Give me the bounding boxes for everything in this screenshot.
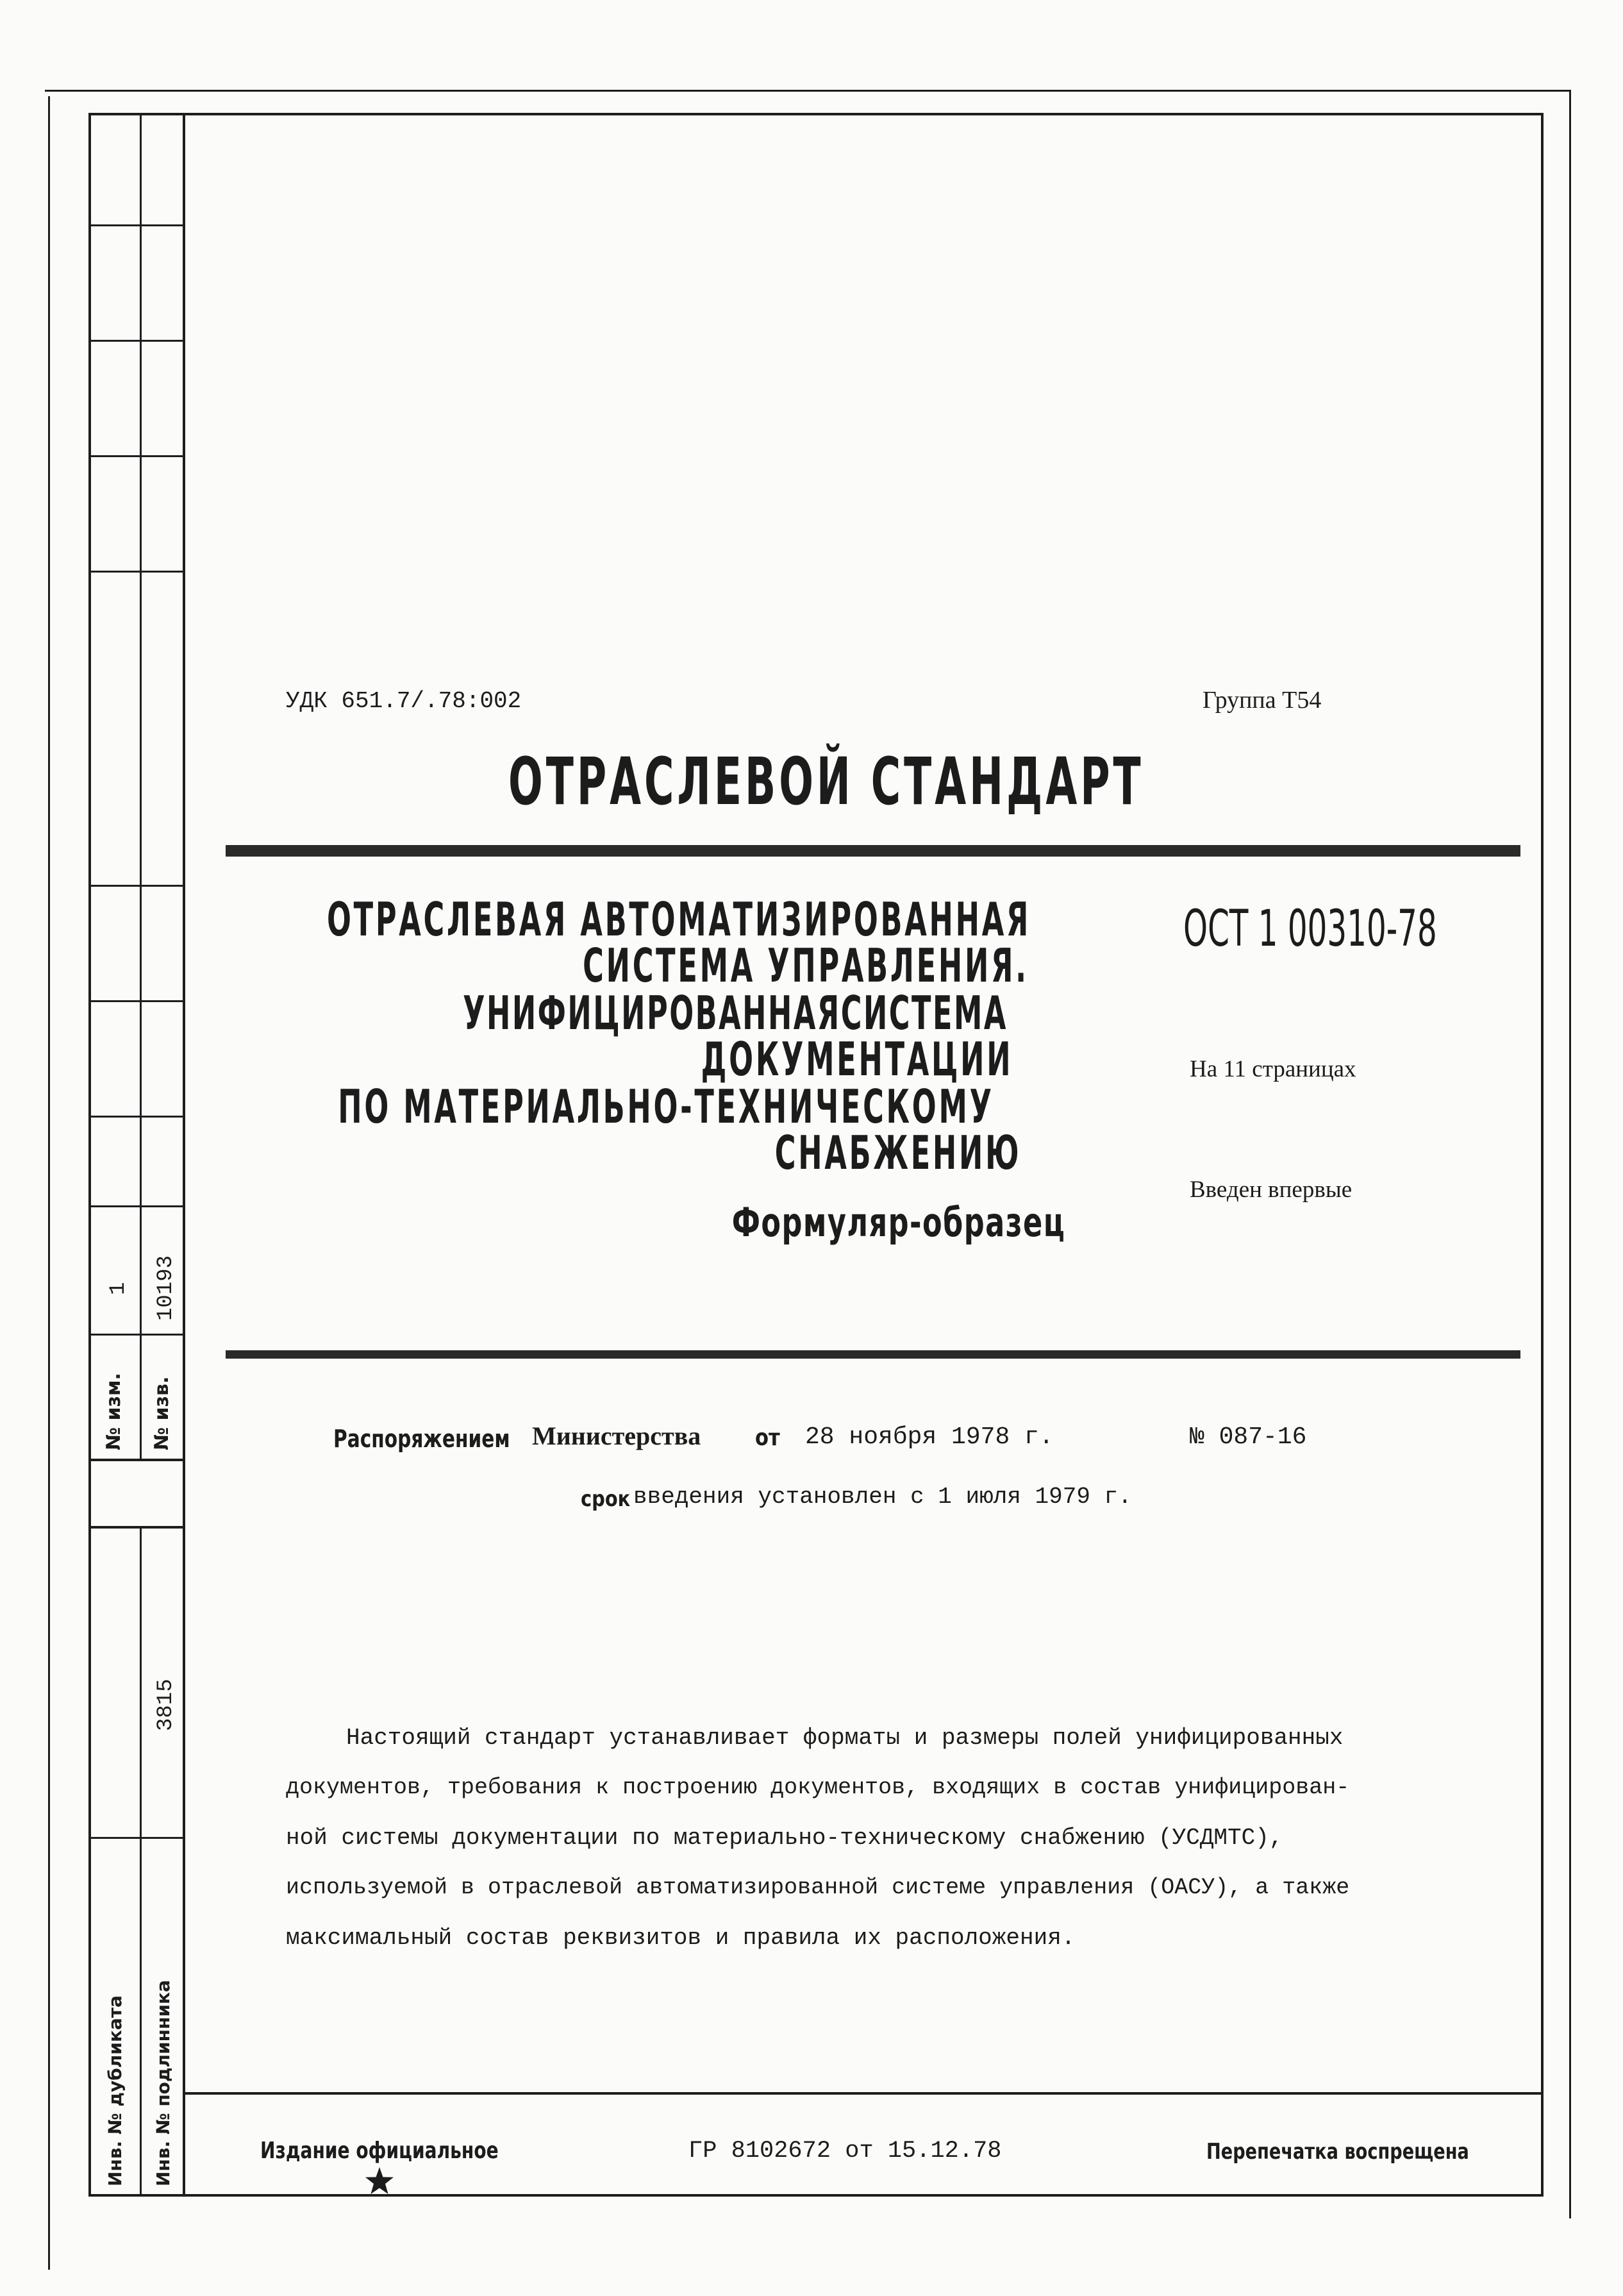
margin-row-line: [88, 571, 185, 573]
standard-title-line-2: СИСТЕМА УПРАВЛЕНИЯ.: [583, 939, 1029, 993]
standard-title-line-6: СНАБЖЕНИЮ: [774, 1126, 1022, 1180]
body-line-3: ной системы документации по материально-техническому снабжению (УСДМТС),: [286, 1825, 1283, 1851]
margin-row-line: [88, 1205, 185, 1207]
title-rule-bottom: [226, 1350, 1520, 1359]
body-line-5: максимальный состав реквизитов и правила их расположения.: [286, 1925, 1076, 1951]
decree-number: № 087-16: [1190, 1423, 1307, 1451]
margin-inv-podl-value: 3815: [154, 1679, 178, 1731]
standard-title-line-3: УНИФИЦИРОВАННАЯСИСТЕМА: [463, 986, 1008, 1040]
decree-from: от: [755, 1425, 780, 1451]
footer-reprint: Перепечатка воспрещена: [1206, 2139, 1469, 2165]
standard-number: ОСТ 1 00310-78: [1183, 900, 1437, 958]
star-icon: [364, 2166, 395, 2197]
body-line-4: используемой в отраслевой автоматизированной системе управления (ОАСУ), а также: [286, 1875, 1350, 1900]
margin-row-line: [88, 885, 185, 887]
footer-registration: ГР 8102672 от 15.12.78: [688, 2138, 1002, 2165]
margin-izm-label: № изм.: [103, 1373, 125, 1450]
standard-title-line-1: ОТРАСЛЕВАЯ АВТОМАТИЗИРОВАННАЯ: [327, 892, 1031, 946]
group-code: Группа Т54: [1203, 687, 1322, 714]
left-edge-line: [48, 96, 50, 2270]
margin-row-line: [88, 224, 185, 226]
footer-edition: Издание официальное: [260, 2138, 499, 2164]
margin-row-line: [88, 1116, 185, 1118]
standard-title-line-4: ДОКУМЕНТАЦИИ: [701, 1032, 1013, 1086]
right-edge-line: [1569, 90, 1571, 2218]
standard-pages: На 11 страницах: [1190, 1056, 1356, 1082]
margin-row-line: [88, 1000, 185, 1002]
margin-izv-value: 10193: [154, 1255, 178, 1321]
margin-row-line: [88, 1837, 185, 1839]
main-title: ОТРАСЛЕВОЙ СТАНДАРТ: [508, 744, 1144, 820]
effective-prefix: срок: [581, 1486, 631, 1512]
udk-code: УДК 651.7/.78:002: [286, 688, 522, 714]
margin-row-line: [88, 1334, 185, 1336]
margin-inv-podl-label: Инв. № подлинника: [153, 1980, 174, 2186]
standard-introduced: Введен впервые: [1190, 1177, 1352, 1203]
decree-label: Распоряжением: [333, 1425, 510, 1453]
margin-row-line: [88, 455, 185, 457]
margin-column-divider-2: [183, 113, 185, 2197]
decree-ministry: Министерства: [532, 1421, 701, 1450]
standard-subtitle: Формуляр-образец: [731, 1199, 1066, 1246]
effective-date: введения установлен с 1 июля 1979 г.: [633, 1484, 1132, 1510]
margin-row-line: [88, 340, 185, 342]
margin-column-divider-1: [140, 113, 142, 1459]
body-line-2: документов, требования к построению документов, входящих в состав унифицирован-: [286, 1775, 1350, 1800]
footer-rule: [183, 2092, 1544, 2095]
body-line-1: Настоящий стандарт устанавливает форматы и размеры полей унифицированных: [346, 1725, 1344, 1751]
top-edge-line: [45, 90, 1570, 92]
margin-inv-dubl-label: Инв. № дубликата: [104, 1995, 126, 2186]
margin-izv-label: № изв.: [151, 1376, 173, 1450]
margin-izm-value: 1: [106, 1282, 131, 1295]
margin-row-line: [88, 1526, 185, 1529]
decree-date: 28 ноября 1978 г.: [805, 1423, 1054, 1451]
standard-title-line-5: ПО МАТЕРИАЛЬНО-ТЕХНИЧЕСКОМУ: [338, 1080, 994, 1134]
margin-row-line: [88, 1459, 185, 1461]
title-rule-top: [226, 845, 1520, 857]
margin-column-divider-1b: [140, 1526, 142, 2197]
standard-title-block: [282, 892, 1115, 1246]
